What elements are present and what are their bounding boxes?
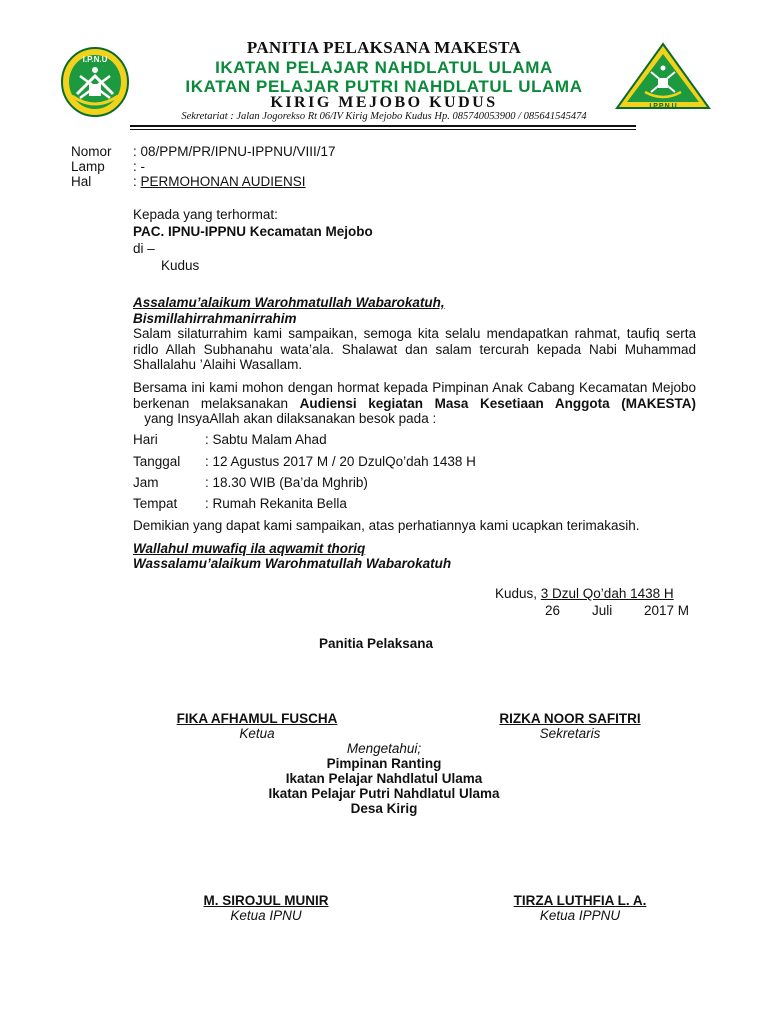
signature-ketua-ippnu <box>480 893 680 923</box>
hal-value: PERMOHONAN AUDIENSI <box>140 174 306 189</box>
ketua-name: FIKA AFHAMUL FUSCHA <box>176 711 338 726</box>
paragraph-request <box>133 380 696 427</box>
header-location: KIRIG MEJOBO KUDUS <box>270 94 498 111</box>
request-text-c: yang InsyaAllah akan dilaksanakan besok pada : <box>133 411 437 426</box>
mengetahui: Mengetahui; <box>346 741 422 756</box>
date-year: 2017 M <box>644 603 690 618</box>
ketua-role: Ketua <box>239 726 275 741</box>
detail-label-jam: Jam <box>133 475 159 490</box>
nomor-value: : 08/PPM/PR/IPNU-IPPNU/VIII/17 <box>133 144 336 159</box>
sekretaris-role: Sekretaris <box>539 726 601 741</box>
wallahul: Wallahul muwafiq ila aqwamit thoriq <box>133 541 366 556</box>
hal-value-line <box>133 174 306 190</box>
header-ippnu: IKATAN PELAJAR PUTRI NAHDLATUL ULAMA <box>185 77 583 96</box>
ipnu-chair-role: Ketua IPNU <box>230 908 302 923</box>
nomor-label: Nomor <box>71 144 112 159</box>
hal-colon: : <box>133 174 137 189</box>
org-line-3: Ikatan Pelajar Putri Nahdlatul Ulama <box>268 786 500 801</box>
lamp-label: Lamp <box>71 159 105 174</box>
sekretaris-name: RIZKA NOOR SAFITRI <box>499 711 641 726</box>
paragraph-greeting: Salam silaturrahim kami sampaikan, semoga kita selalu mendapatkan rahmat, taufiq serta ridlo Allah Subhanahu wata’ala. Shalawat dan salam tercurah kepada Nabi Muhammad Shallalahu ’Alaihi Wasallam. <box>133 326 696 372</box>
salam-opening: Assalamu’alaikum Warohmatullah Wabarokatuh, <box>133 295 445 310</box>
detail-label-tempat: Tempat <box>133 496 178 511</box>
recipient-place: Kudus <box>161 258 200 273</box>
header-secretariat: Sekretariat : Jalan Jogorekso Rt 06/IV Kirig Mejobo Kudus Hp. 085740053900 / 085641545474 <box>181 111 587 122</box>
ipnu-logo-text: I.P.N.U <box>82 55 108 64</box>
committee-title: Panitia Pelaksana <box>319 636 434 651</box>
acknowledgement-block <box>234 741 534 816</box>
header-ipnu: IKATAN PELAJAR NAHDLATUL ULAMA <box>215 58 553 77</box>
lamp-value: : - <box>133 159 145 174</box>
request-text-a: Bersama ini kami mohon dengan hormat kepada Pimpinan Anak Cabang Kecamatan Mejobo berkenan melaksanakan <box>133 380 696 411</box>
header-committee: PANITIA PELAKSANA MAKESTA <box>246 38 522 57</box>
date-hijri: 3 Dzul Qo’dah 1438 H <box>540 586 674 601</box>
date-day: 26 <box>545 603 561 618</box>
basmalah: Bismillahirrahmanirrahim <box>133 311 297 326</box>
signature-ketua-ipnu <box>166 893 366 923</box>
org-line-1: Pimpinan Ranting <box>326 756 442 771</box>
closing-sentence: Demikian yang dapat kami sampaikan, atas perhatiannya kami ucapkan terimakasih. <box>133 518 640 533</box>
signature-ketua <box>157 711 357 741</box>
detail-value-hari: : Sabtu Malam Ahad <box>205 432 327 447</box>
header-rule-thin <box>130 129 636 130</box>
recipient-di: di – <box>133 241 155 256</box>
org-line-2: Ikatan Pelajar Nahdlatul Ulama <box>285 771 483 786</box>
salam-closing: Wassalamu’alaikum Warohmatullah Wabarokatuh <box>133 556 452 571</box>
org-line-4: Desa Kirig <box>350 801 418 816</box>
signature-sekretaris <box>470 711 670 741</box>
detail-value-tanggal: : 12 Agustus 2017 M / 20 DzulQo’dah 1438 H <box>205 454 476 469</box>
detail-label-hari: Hari <box>133 432 158 447</box>
detail-label-tanggal: Tanggal <box>133 454 181 469</box>
ippnu-logo-text: I.P.P.N.U <box>649 103 677 110</box>
ipnu-chair-name: M. SIROJUL MUNIR <box>203 893 329 908</box>
date-prefix: Kudus, <box>495 586 541 601</box>
header-rule-thick <box>130 125 636 127</box>
hal-label: Hal <box>71 174 92 189</box>
recipient-greeting: Kepada yang terhormat: <box>133 207 278 222</box>
recipient-name: PAC. IPNU-IPPNU Kecamatan Mejobo <box>133 224 373 239</box>
detail-value-jam: : 18.30 WIB (Ba’da Mghrib) <box>205 475 368 490</box>
detail-value-tempat: : Rumah Rekanita Bella <box>205 496 347 511</box>
date-hijri-line <box>495 586 674 602</box>
request-event: Audiensi kegiatan Masa Kesetiaan Anggota (MAKESTA) <box>299 395 696 411</box>
date-month: Juli <box>592 603 613 618</box>
ippnu-chair-name: TIRZA LUTHFIA L. A. <box>513 893 647 908</box>
ippnu-chair-role: Ketua IPPNU <box>539 908 621 923</box>
